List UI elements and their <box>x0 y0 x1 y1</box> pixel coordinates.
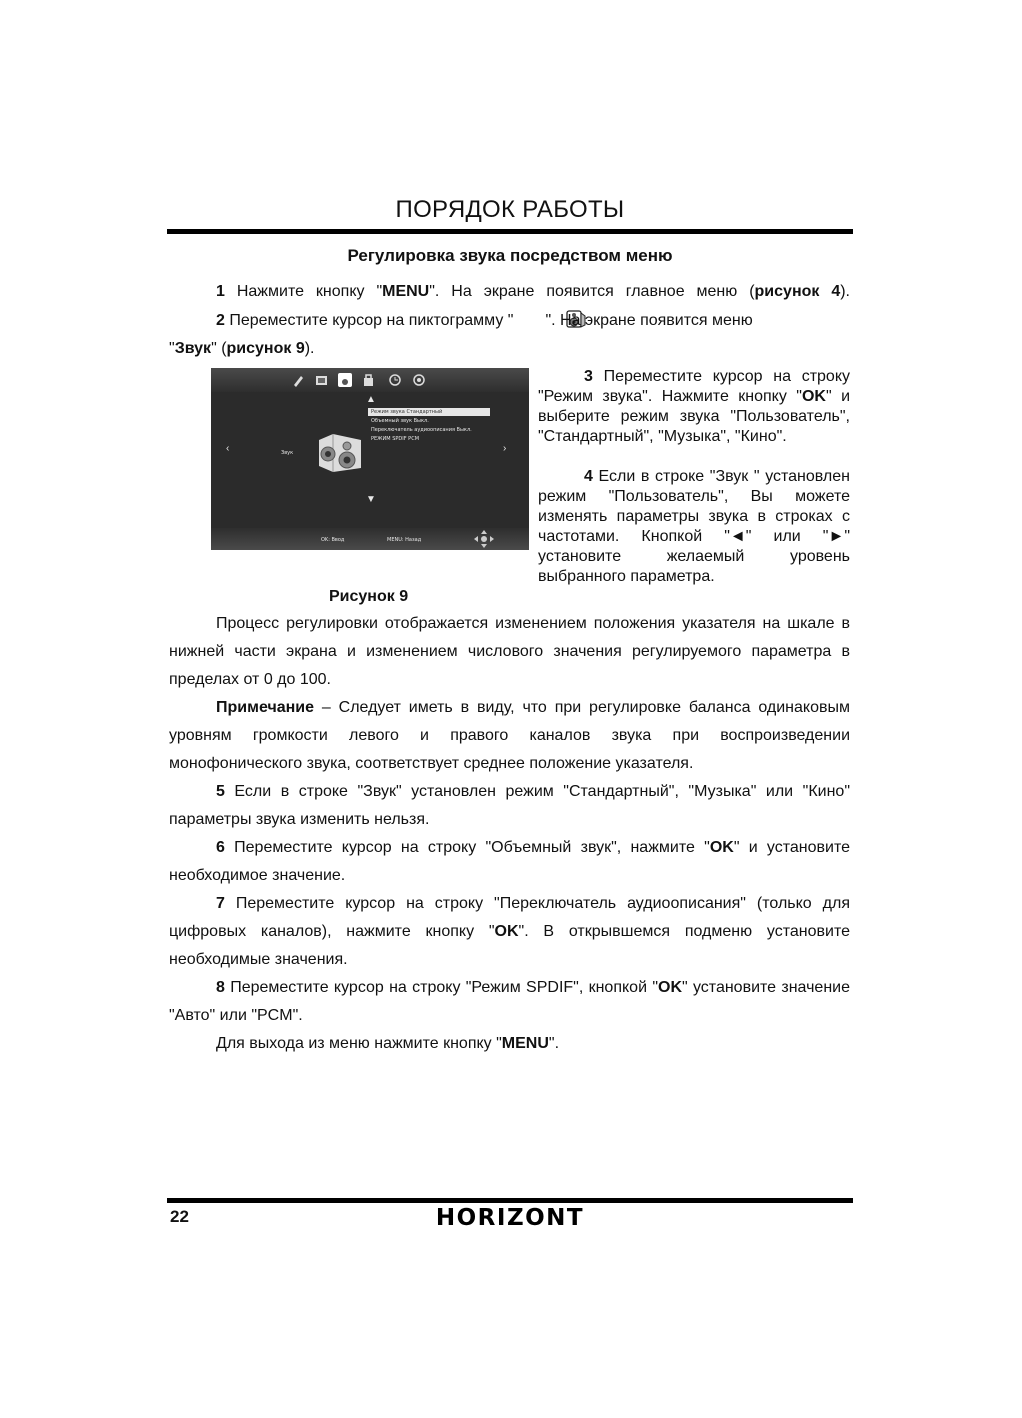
scroll-down-arrow: ▼ <box>366 494 376 505</box>
scroll-up-arrow: ▲ <box>366 394 376 405</box>
right-arrow: › <box>503 443 507 454</box>
picture-icon <box>316 376 327 385</box>
step-8: 8 Переместите курсор на строку "Режим SPDIF", кнопкой "OK" установите значение "Авто" или "PCM". <box>169 979 850 1024</box>
pencil-icon <box>294 376 303 387</box>
step-5: 5 Если в строке "Звук" установлен режим "Стандартный", "Музыка" или "Кино" параметры звука изменить нельзя. <box>169 783 850 828</box>
menu-row-sound-mode: Режим звука Стандартный <box>371 409 443 415</box>
step-6: 6 Переместите курсор на строку "Объемный звук", нажмите "OK" и установите необходимое значение. <box>169 839 850 884</box>
section-heading: Регулировка звука посредством меню <box>347 246 673 265</box>
sound-menu-screenshot <box>211 368 529 550</box>
lock-icon <box>364 375 373 386</box>
menu-left-label: Звук <box>281 450 294 456</box>
settings-icon <box>414 375 424 385</box>
clock-icon <box>390 375 400 385</box>
horizont-logo <box>425 1203 595 1229</box>
page-title: ПОРЯДОК РАБОТЫ <box>395 196 625 223</box>
page-number: 22 <box>170 1207 189 1226</box>
ok-hint: OK: Ввод <box>321 537 345 543</box>
menu-row-audio-description: Переключатель аудиоописания Выкл. <box>371 427 472 433</box>
speaker-icon <box>338 373 352 387</box>
step-3: 3 Переместите курсор на строку "Режим звука". Нажмите кнопку "OK" и выберите режим звука "Пользователь", "Стандартный", "Музыка", "Кино". <box>538 368 851 445</box>
left-arrow: ‹ <box>226 443 230 454</box>
step-2: 2 Переместите курсор на пиктограмму " ". На экране появится меню "Звук" (рисунок 9). <box>169 307 850 363</box>
menu-row-surround: Объемный звук Выкл. <box>371 418 429 424</box>
note-paragraph: Примечание – Следует иметь в виду, что при регулировке баланса одинаковым уровням громкости левого и правого каналов звука при воспроизведении монофонического звука, соответствует среднее положение указателя. <box>169 699 850 772</box>
menu-hint: MENU: Назад <box>387 537 422 543</box>
menu-icon-bar <box>291 372 441 388</box>
figure-caption: Рисунок 9 <box>329 588 409 605</box>
step-4: 4 Если в строке "Звук " установлен режим "Пользователь", Вы можете изменять параметры звука в строках с частотами. Кнопкой "◄" или "►" установите желаемый уровень выбранного параметра. <box>538 468 850 585</box>
navigation-arrows-icon <box>473 529 495 549</box>
step-7: 7 Переместите курсор на строку "Переключатель аудиоописания" (только для цифровых каналов), нажмите кнопку "OK". В открывшемся подменю установите необходимые значения. <box>169 895 850 968</box>
exit-instruction: Для выхода из меню нажмите кнопку "MENU". <box>216 1035 560 1052</box>
header-rule <box>167 229 853 234</box>
speaker-icon <box>517 308 541 330</box>
large-speaker-icon <box>315 432 365 472</box>
process-paragraph: Процесс регулировки отображается изменением положения указателя на шкале в нижней части экрана и изменением числового значения регулируемого параметра в пределах от 0 до 100. <box>169 615 850 688</box>
svg-text:HORIZONT: HORIZONT <box>435 1205 585 1229</box>
menu-row-spdif: РЕЖИМ SPDIF PCM <box>371 436 420 442</box>
step-1: 1 Нажмите кнопку "MENU". На экране появится главное меню (рисунок 4). <box>216 283 850 300</box>
